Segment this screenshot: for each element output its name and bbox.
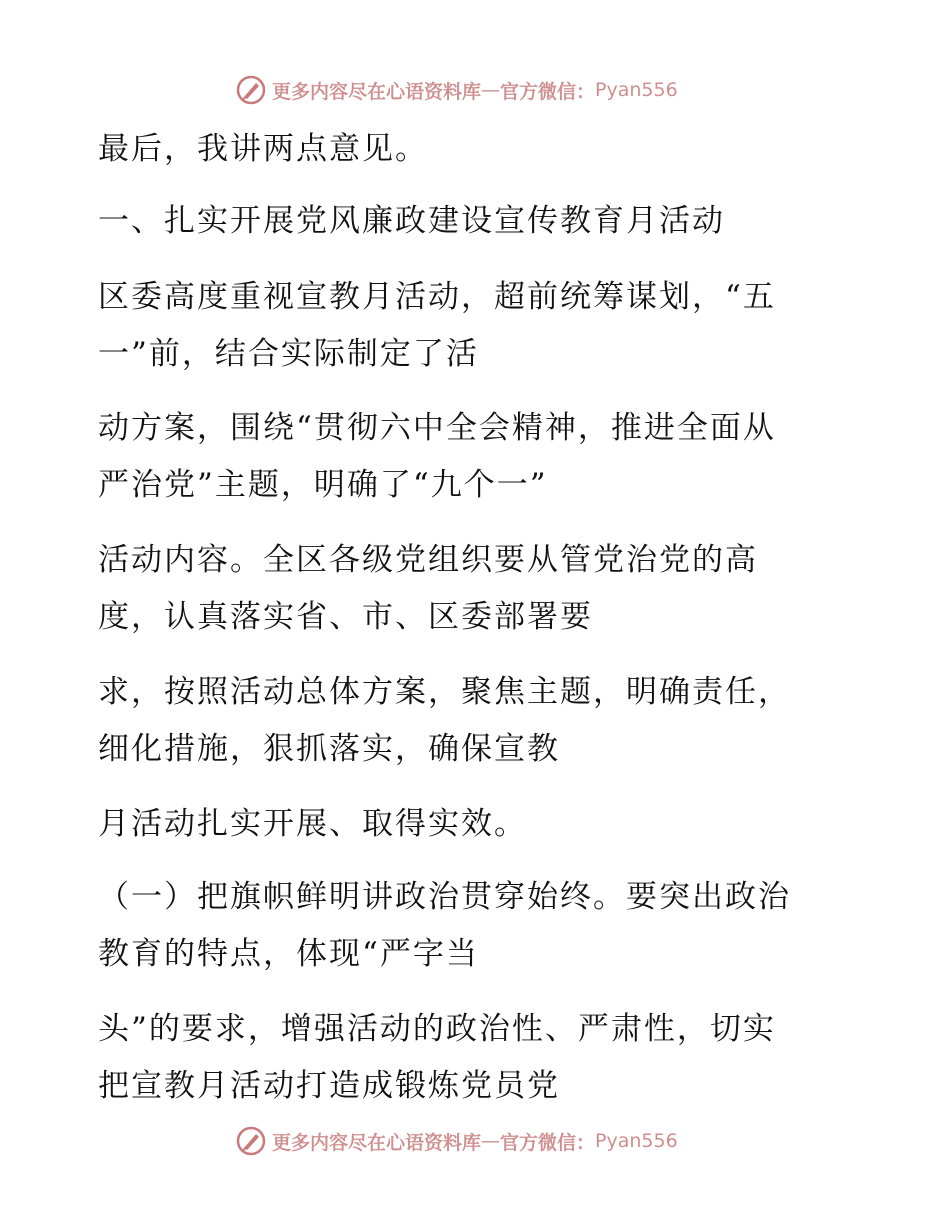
watermark-official: 官方微信： xyxy=(500,1131,596,1154)
text-line: 动方案，围绕“贯彻六中全会精神，推进全面从 xyxy=(98,410,776,446)
text-line: 区委高度重视宣教月活动，超前统筹谋划，“五 xyxy=(98,279,776,315)
text-line: 头”的要求，增强活动的政治性、严肃性，切实 xyxy=(98,1011,776,1047)
text-line: 一、扎实开展党风廉政建设宣传教育月活动 xyxy=(98,203,725,239)
watermark-header xyxy=(236,73,678,107)
quill-logo-icon xyxy=(236,1126,266,1156)
text-line: 细化措施，狠抓落实，确保宣教 xyxy=(98,731,560,767)
watermark-separator: — xyxy=(481,79,501,101)
watermark-footer xyxy=(236,1124,678,1158)
watermark-wechat-id: Pyan556 xyxy=(595,79,678,101)
watermark-separator: — xyxy=(481,1130,501,1152)
text-line: 把宣教月活动打造成锻炼党员党 xyxy=(98,1068,560,1104)
text-line: 求，按照活动总体方案，聚焦主题，明确责任， xyxy=(98,674,791,710)
watermark-wechat-id: Pyan556 xyxy=(595,1130,678,1152)
text-line: 月活动扎实开展、取得实效。 xyxy=(98,806,527,842)
watermark-brand: 更多内容尽在心语资料库 xyxy=(272,80,482,103)
watermark-brand: 更多内容尽在心语资料库 xyxy=(272,1131,482,1154)
text-line: 最后，我讲两点意见。 xyxy=(98,131,428,167)
text-line: 度，认真落实省、市、区委部署要 xyxy=(98,599,593,635)
text-line: 严治党”主题，明确了“九个一” xyxy=(98,467,548,503)
text-line: 一”前，结合实际制定了活 xyxy=(98,336,479,372)
text-line: （一）把旗帜鲜明讲政治贯穿始终。要突出政治 xyxy=(98,879,791,915)
watermark-official: 官方微信： xyxy=(500,80,596,103)
text-line: 教育的特点，体现“严字当 xyxy=(98,936,479,972)
text-line: 活动内容。全区各级党组织要从管党治党的高 xyxy=(98,542,758,578)
quill-logo-icon xyxy=(236,75,266,105)
